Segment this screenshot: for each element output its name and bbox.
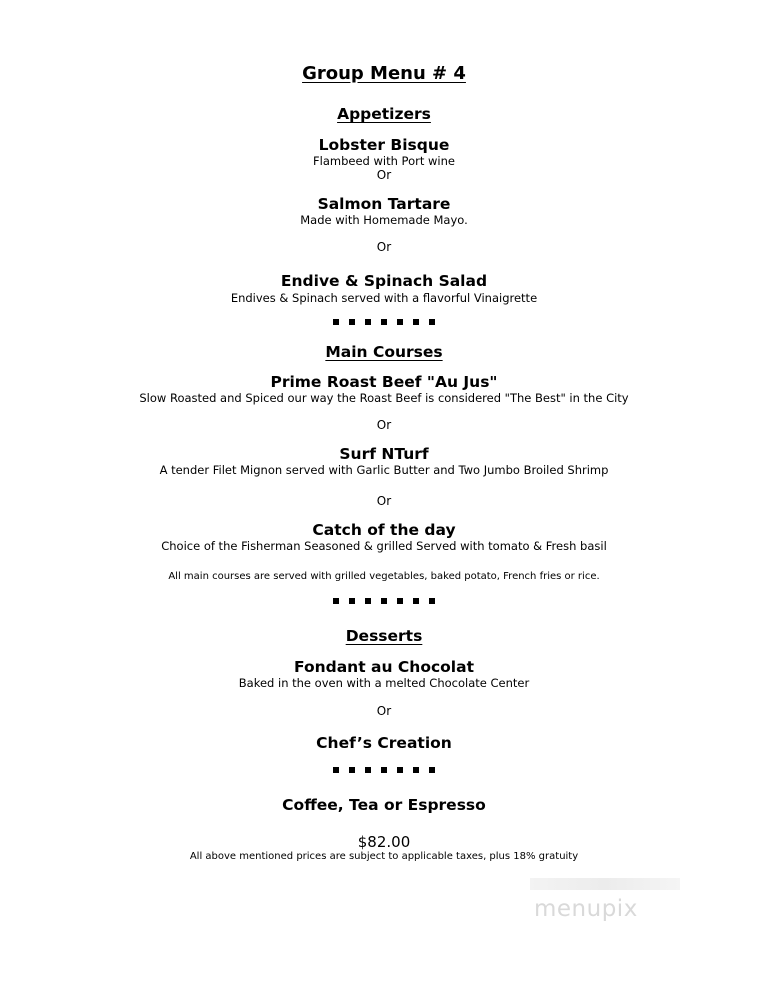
price-note: All above mentioned prices are subject to applicable taxes, plus 18% gratuity [189, 851, 579, 862]
dish-description: Choice of the Fisherman Seasoned & grilled Served with tomato & Fresh basil [161, 539, 607, 553]
divider-square [429, 598, 435, 604]
divider-square [413, 598, 419, 604]
watermark-logo: menupix [534, 896, 638, 922]
dish-chefs-creation: Chef’s Creation [316, 734, 452, 752]
divider-square [429, 767, 435, 773]
dish-surf-nturf: Surf NTurf [339, 445, 429, 463]
dish-lobster-bisque: Lobster Bisque [318, 136, 450, 154]
section-divider [0, 598, 768, 604]
divider-square [349, 767, 355, 773]
dish-fondant-au-chocolat: Fondant au Chocolat [293, 658, 474, 676]
divider-square [429, 319, 435, 325]
divider-square [397, 767, 403, 773]
main-courses-note: All main courses are served with grilled vegetables, baked potato, French fries or rice. [168, 571, 600, 582]
divider-square [381, 319, 387, 325]
divider-square [413, 767, 419, 773]
section-divider [0, 319, 768, 325]
divider-square [381, 767, 387, 773]
or-separator: Or [376, 168, 392, 182]
desserts-heading: Desserts [345, 627, 423, 645]
dish-description: Flambeed with Port wine [313, 154, 455, 168]
divider-square [381, 598, 387, 604]
or-separator: Or [376, 240, 392, 254]
dish-description: Made with Homemade Mayo. [300, 213, 468, 227]
dish-endive-spinach-salad: Endive & Spinach Salad [280, 272, 488, 290]
appetizers-heading: Appetizers [337, 105, 431, 123]
dish-description: A tender Filet Mignon served with Garlic Butter and Two Jumbo Broiled Shrimp [159, 463, 609, 477]
dish-description: Baked in the oven with a melted Chocolate Center [238, 676, 530, 690]
or-separator: Or [376, 704, 392, 718]
main-courses-heading: Main Courses [325, 343, 443, 361]
watermark-strip [530, 878, 680, 890]
section-divider [0, 767, 768, 773]
beverage-line: Coffee, Tea or Espresso [282, 796, 486, 814]
dish-description: Slow Roasted and Spiced our way the Roast Beef is considered "The Best" in the City [139, 391, 629, 405]
divider-square [365, 767, 371, 773]
divider-square [333, 767, 339, 773]
divider-square [349, 598, 355, 604]
divider-square [333, 319, 339, 325]
divider-square [365, 598, 371, 604]
or-separator: Or [376, 418, 392, 432]
divider-square [413, 319, 419, 325]
dish-salmon-tartare: Salmon Tartare [317, 195, 451, 213]
divider-square [349, 319, 355, 325]
menu-price: $82.00 [357, 833, 411, 851]
divider-square [397, 319, 403, 325]
divider-square [333, 598, 339, 604]
or-separator: Or [376, 494, 392, 508]
divider-square [365, 319, 371, 325]
dish-catch-of-the-day: Catch of the day [312, 521, 456, 539]
dish-prime-roast-beef: Prime Roast Beef "Au Jus" [270, 373, 498, 391]
dish-description: Endives & Spinach served with a flavorful Vinaigrette [230, 291, 538, 305]
divider-square [397, 598, 403, 604]
menu-title: Group Menu # 4 [302, 63, 466, 84]
